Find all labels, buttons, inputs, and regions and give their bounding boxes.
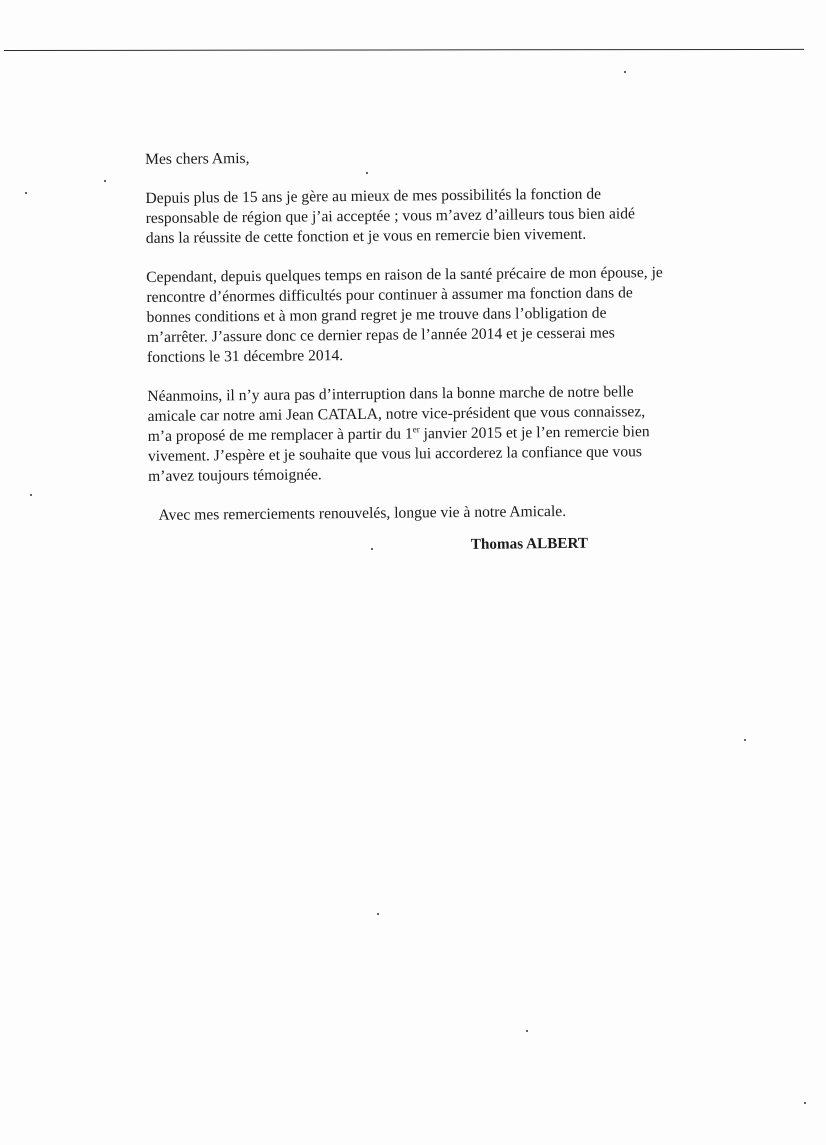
paragraph-line: rencontre d’énormes difficultés pour continuer à assumer ma fonction dans de — [146, 284, 633, 306]
scan-speck — [104, 180, 106, 182]
scan-speck — [377, 913, 379, 915]
paragraph-line: responsable de région que j’ai acceptée ; vous m’avez d’ailleurs tous bien aidé — [145, 205, 635, 227]
paragraph-2 — [146, 263, 707, 368]
top-rule — [4, 49, 804, 51]
signature-name: Thomas ALBERT — [470, 534, 589, 553]
paragraph-line: fonctions le 31 décembre 2014. — [146, 347, 344, 366]
scan-speck — [804, 1102, 806, 1104]
paragraph-line: m’avez toujours témoignée. — [148, 466, 322, 485]
paragraph-line: vivement. J’espère et je souhaite que vous lui accorderez la confiance que vous — [147, 443, 643, 465]
line-text: janvier 2015 et je l’en remercie bien — [419, 423, 650, 443]
paragraph-line: dans la réussite de cette fonction et je vous en remercie bien vivement. — [145, 225, 587, 247]
closing-line: Avec mes remerciements renouvelés, longue vie à notre Amicale. — [158, 502, 567, 524]
scan-speck — [744, 739, 746, 741]
paragraph-line: Depuis plus de 15 ans je gère au mieux de mes possibilités la fonction de — [145, 185, 602, 207]
paragraph-1 — [145, 184, 706, 249]
paragraph-line: Néanmoins, il n’y aura pas d’interruption dans la bonne marche de notre belle — [147, 383, 634, 405]
scan-speck — [526, 1030, 528, 1032]
scan-speck — [25, 192, 27, 194]
scan-speck — [624, 71, 626, 73]
paragraph-line: Cependant, depuis quelques temps en raison de la santé précaire de mon épouse, je — [146, 264, 663, 286]
letter-body — [145, 145, 709, 558]
scan-speck — [371, 548, 373, 550]
ordinal-superscript: er — [412, 424, 420, 435]
paragraph-line: m’arrêter. J’assure donc ce dernier repas de l’année 2014 et je cesserai mes — [146, 324, 615, 346]
paragraph-line: amicale car notre ami Jean CATALA, notre vice-président que vous connaissez, — [147, 403, 646, 425]
line-text: m’a proposé de me remplacer à partir du 1 — [147, 425, 413, 445]
salutation: Mes chers Amis, — [145, 149, 250, 168]
scan-speck — [366, 172, 368, 174]
scan-speck — [30, 494, 32, 496]
paragraph-3 — [147, 382, 708, 487]
paragraph-line: bonnes conditions et à mon grand regret je me trouve dans l’obligation de — [146, 304, 607, 326]
